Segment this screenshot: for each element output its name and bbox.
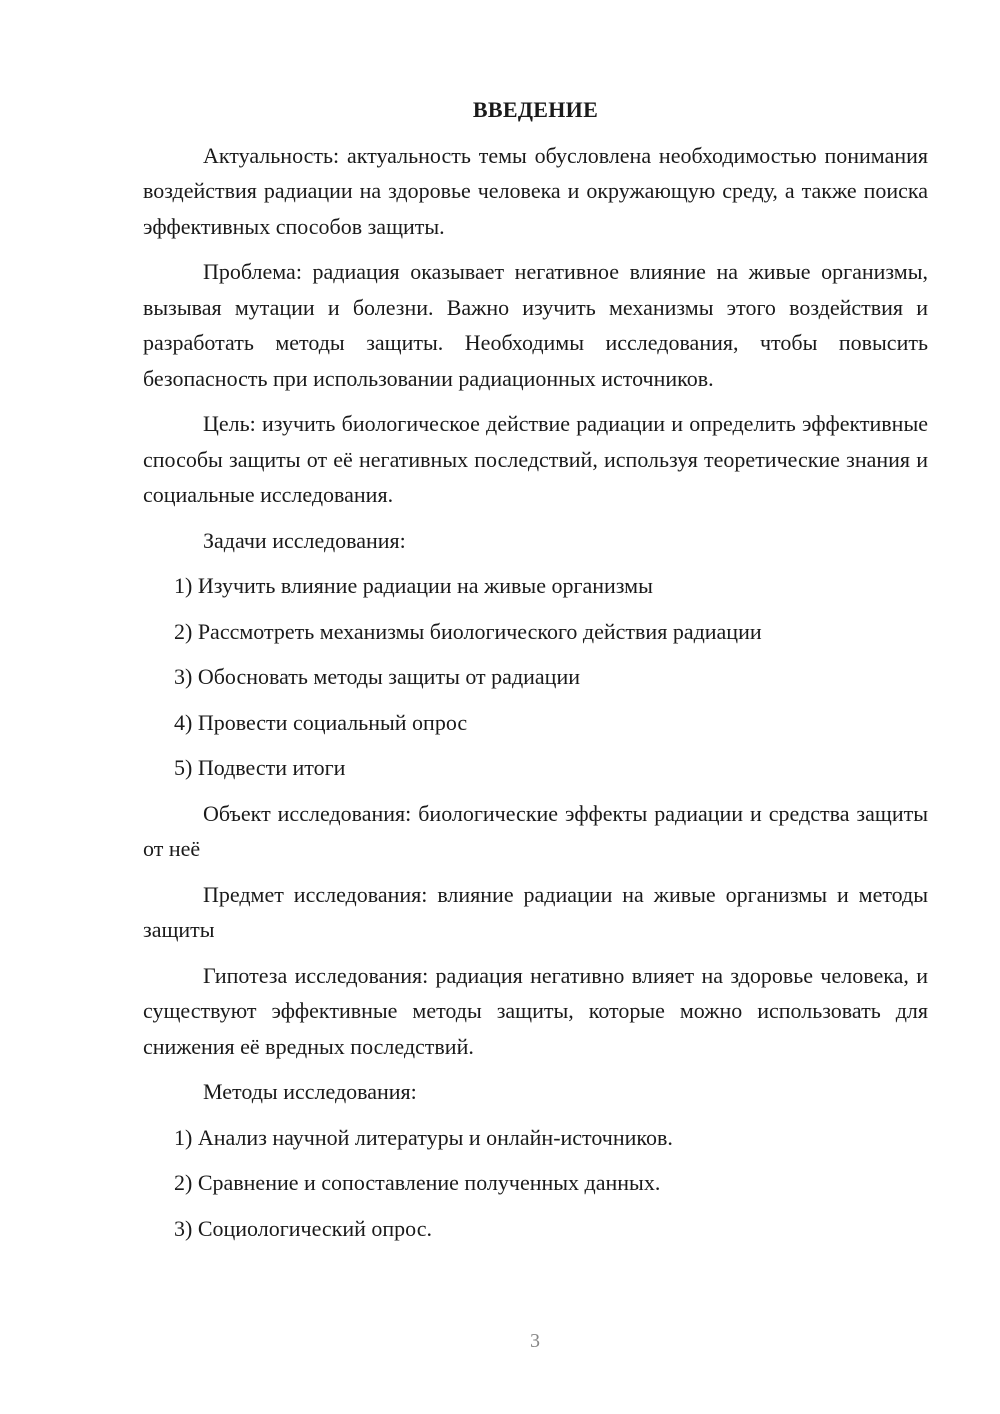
task-item: 2) Рассмотреть механизмы биологического действия радиации [174,618,762,644]
task-item: 4) Провести социальный опрос [174,709,468,735]
page-title: ВВЕДЕНИЕ [472,97,599,122]
methods-heading: Методы исследования: [203,1079,417,1104]
hypothesis-paragraph: Гипотеза исследования: радиация негативно влияет на здоровье человека, и существуют эффективные методы защиты, которые можно использовать для снижения её вредных последствий. [143,962,928,1059]
method-item: 3) Социологический опрос. [174,1215,432,1241]
tasks-list [143,568,928,786]
method-item: 1) Анализ научной литературы и онлайн-источников. [174,1124,673,1150]
object-paragraph: Объект исследования: биологические эффекты радиации и средства защиты от неё [143,800,928,861]
relevance-paragraph: Актуальность: актуальность темы обусловлена необходимостью понимания воздействия радиации на здоровье человека и окружающую среду, а также поиска эффективных способов защиты. [143,142,928,239]
tasks-heading: Задачи исследования: [203,527,406,553]
page-number: 3 [530,1330,540,1352]
task-item: 1) Изучить влияние радиации на живые организмы [174,573,653,598]
goal-paragraph: Цель: изучить биологическое действие радиации и определить эффективные способы защиты от её негативных последствий, используя теоретические знания и социальные исследования. [143,411,928,507]
subject-paragraph: Предмет исследования: влияние радиации на живые организмы и методы защиты [143,881,928,942]
problem-paragraph: Проблема: радиация оказывает негативное влияние на живые организмы, вызывая мутации и болезни. Важно изучить механизмы этого воздействия и разработать методы защиты. Необходимы исследования, чтобы повысить безопасность при использовании радиационных источников. [143,259,928,391]
methods-list [143,1120,928,1247]
method-item: 2) Сравнение и сопоставление полученных данных. [174,1170,661,1195]
task-item: 3) Обосновать методы защиты от радиации [174,664,580,689]
document-page [143,92,928,1256]
task-item: 5) Подвести итоги [174,755,346,780]
